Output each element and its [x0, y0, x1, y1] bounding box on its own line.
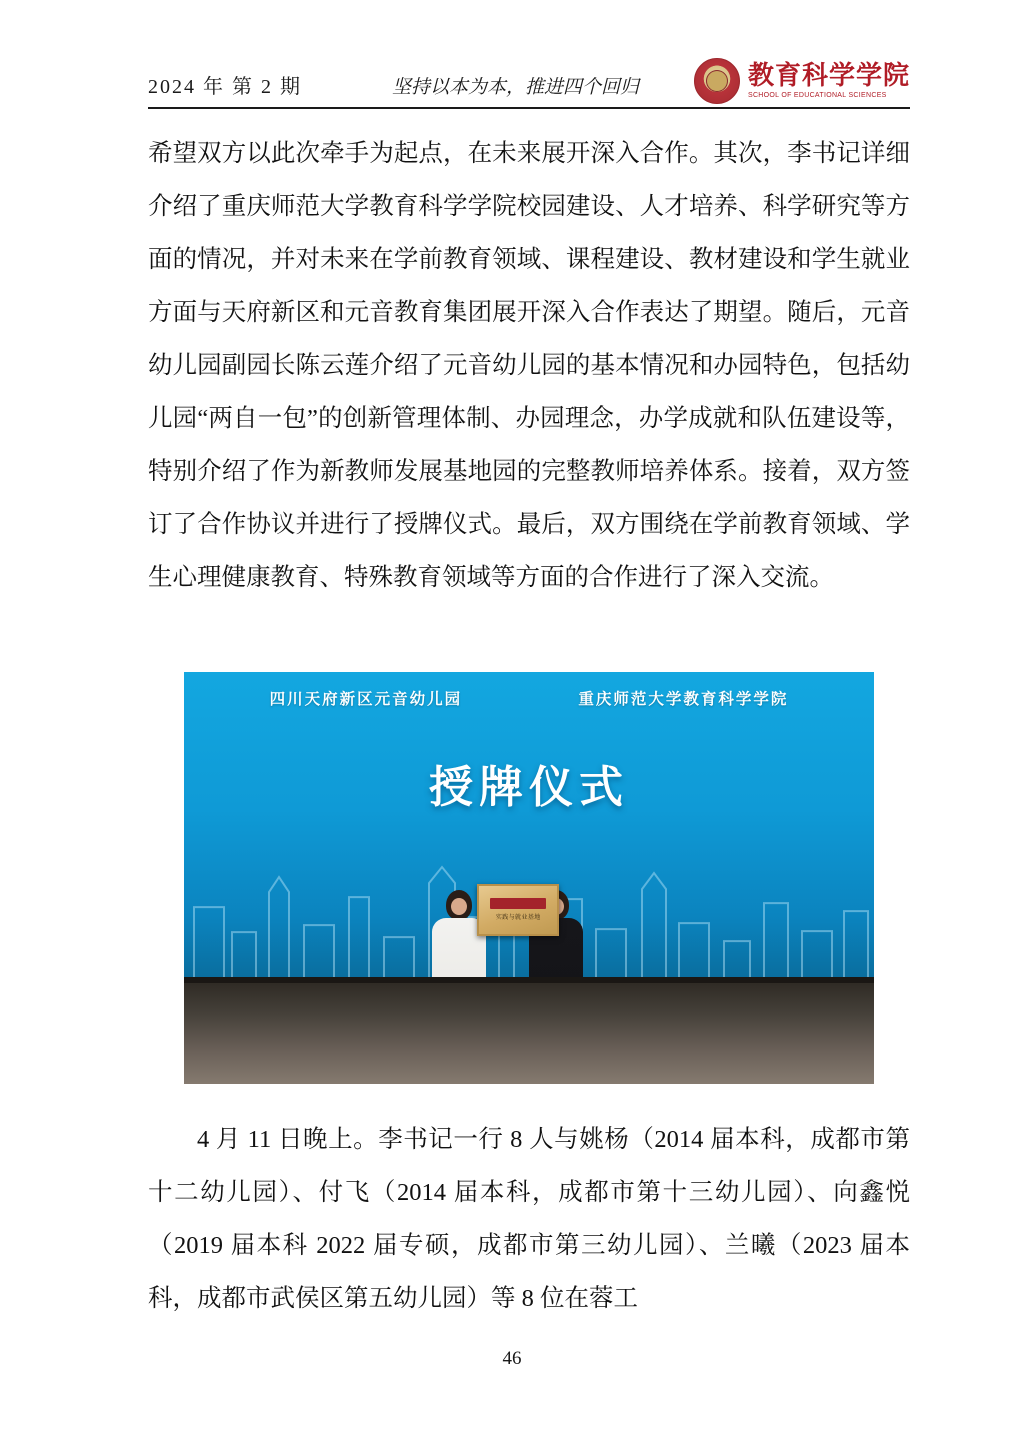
page-number: 46 — [502, 1348, 522, 1369]
header-divider — [148, 107, 910, 109]
issue-label: 2024 年 第 2 期 — [148, 76, 302, 98]
person-left-head — [446, 890, 472, 920]
university-emblem-icon — [694, 58, 740, 104]
award-plaque — [477, 884, 559, 936]
ceremony-photo — [184, 672, 874, 1084]
photo-stage-floor — [184, 977, 874, 1084]
photo-stage-background — [184, 672, 874, 1084]
screen-main-title: 授牌仪式 — [429, 763, 629, 813]
institution-logo — [694, 58, 910, 104]
logo-english-name: SCHOOL OF EDUCATIONAL SCIENCES — [747, 92, 887, 99]
page-header — [148, 58, 910, 118]
screen-right-title: 重庆师范大学教育科学学院 — [578, 691, 789, 709]
body-paragraph-1: 希望双方以此次牵手为起点，在未来展开深入合作。其次，李书记详细介绍了重庆师范大学教育科学学院校园建设、人才培养、科学研究等方面的情况，并对未来在学前教育领域、课程建设、教材建设和学生就业方面与天府新区和元音教育集团展开深入合作表达了期望。随后，元音幼儿园副园长陈云莲介绍了元音幼儿园的基本情况和办园特色，包括幼儿园“两自一包”的创新管理体制、办园理念，办学成就和队伍建设等，特别介绍了作为新教师发展基地园的完整教师培养体系。接着，双方签订了合作协议并进行了授牌仪式。最后，双方围绕在学前教育领域、学生心理健康教育、特殊教育领域等方面的合作进行了深入交流。 — [148, 140, 910, 591]
body-paragraph-2: 4 月 11 日晚上。李书记一行 8 人与姚杨（2014 届本科，成都市第十二幼儿园）、付飞（2014 届本科，成都市第十三幼儿园）、向鑫悦（2019 届本科 2022 届专硕，成都市第三幼儿园）、兰曦（2023 届本科，成都市武侯区第五幼儿园）等 8 位在蓉工 — [148, 1126, 910, 1312]
running-title: 坚持以本为本，推进四个回归 — [392, 77, 640, 98]
plaque-crest-icon — [490, 898, 546, 909]
screen-left-title: 四川天府新区元音幼儿园 — [269, 691, 463, 709]
logo-text-block — [748, 63, 910, 99]
logo-chinese-name: 教育科学学院 — [747, 61, 910, 90]
plaque-label: 实践与就业基地 — [495, 915, 541, 922]
screen-subtitles — [184, 687, 874, 709]
